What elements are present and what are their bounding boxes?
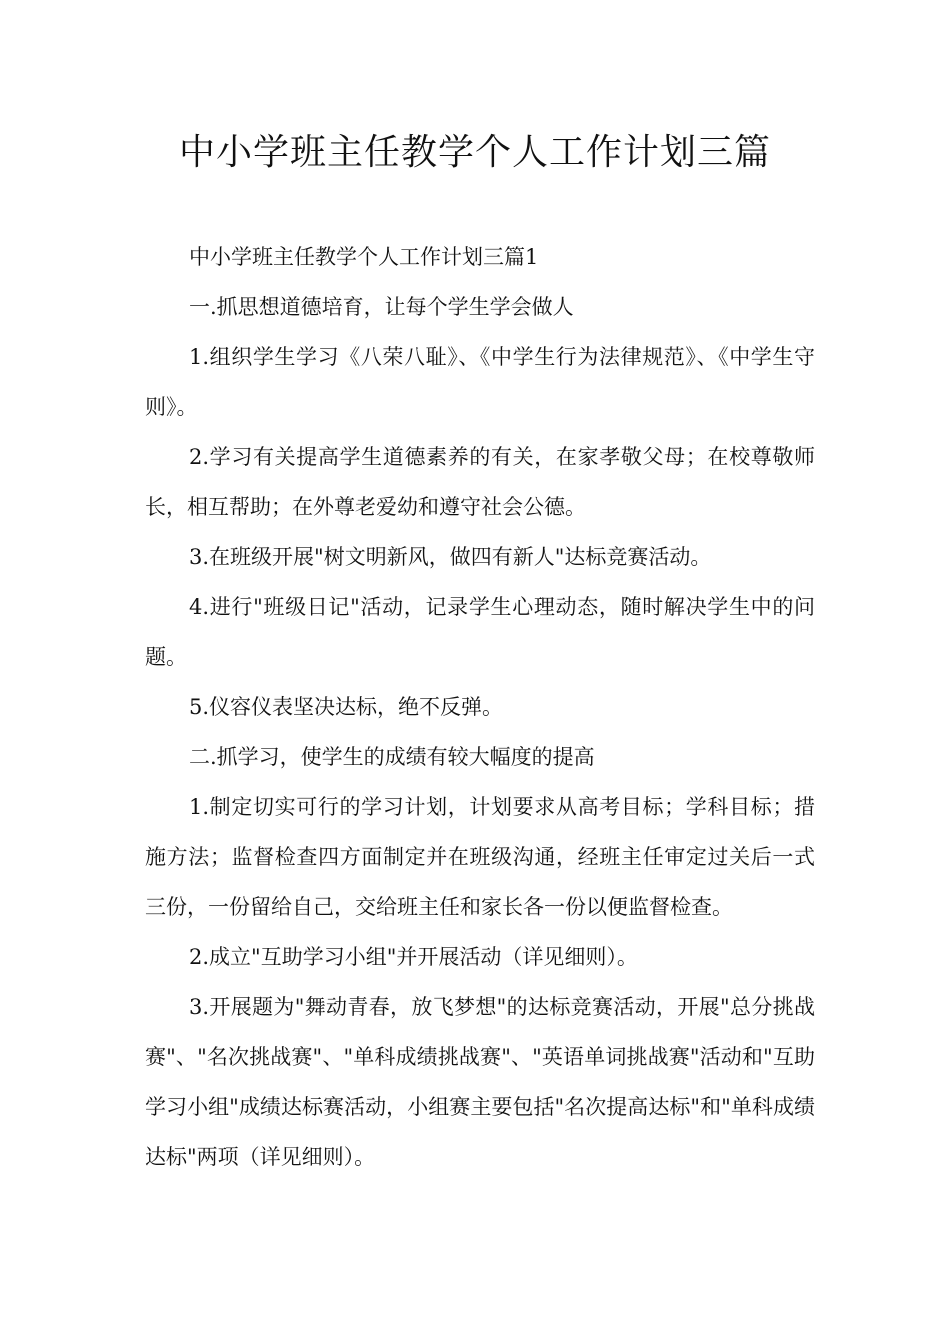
paragraph: 2.成立"互助学习小组"并开展活动（详见细则）。 [189,945,638,969]
paragraph: 3.在班级开展"树文明新风，做四有新人"达标竞赛活动。 [189,545,712,569]
paragraph: 5.仪容仪表坚决达标，绝不反弹。 [189,695,504,719]
subheading-1: 一.抓思想道德培育，让每个学生学会做人 [189,295,574,319]
document-body [145,232,815,1182]
document-title: 中小学班主任教学个人工作计划三篇 [178,132,771,173]
paragraph: 3.开展题为"舞动青春，放飞梦想"的达标竞赛活动，开展"总分挑战赛"、"名次挑战赛"、"单科成绩挑战赛"、"英语单词挑战赛"活动和"互助学习小组"成绩达标赛活动，小组赛主要包括"名次提高达标"和"单科成绩达标"两项（详见细则）。 [145,995,815,1169]
paragraph: 2.学习有关提高学生道德素养的有关，在家孝敬父母；在校尊敬师长，相互帮助；在外尊老爱幼和遵守社会公德。 [145,445,815,519]
paragraph: 1.组织学生学习《八荣八耻》、《中学生行为法律规范》、《中学生守则》。 [145,345,815,419]
subheading-2: 二.抓学习，使学生的成绩有较大幅度的提高 [189,745,595,769]
paragraph: 1.制定切实可行的学习计划，计划要求从高考目标；学科目标；措施方法；监督检查四方面制定并在班级沟通，经班主任审定过关后一式三份，一份留给自己，交给班主任和家长各一份以便监督检查。 [145,795,815,919]
paragraph: 4.进行"班级日记"活动，记录学生心理动态，随时解决学生中的问题。 [145,595,815,669]
section-heading: 中小学班主任教学个人工作计划三篇1 [189,245,539,269]
